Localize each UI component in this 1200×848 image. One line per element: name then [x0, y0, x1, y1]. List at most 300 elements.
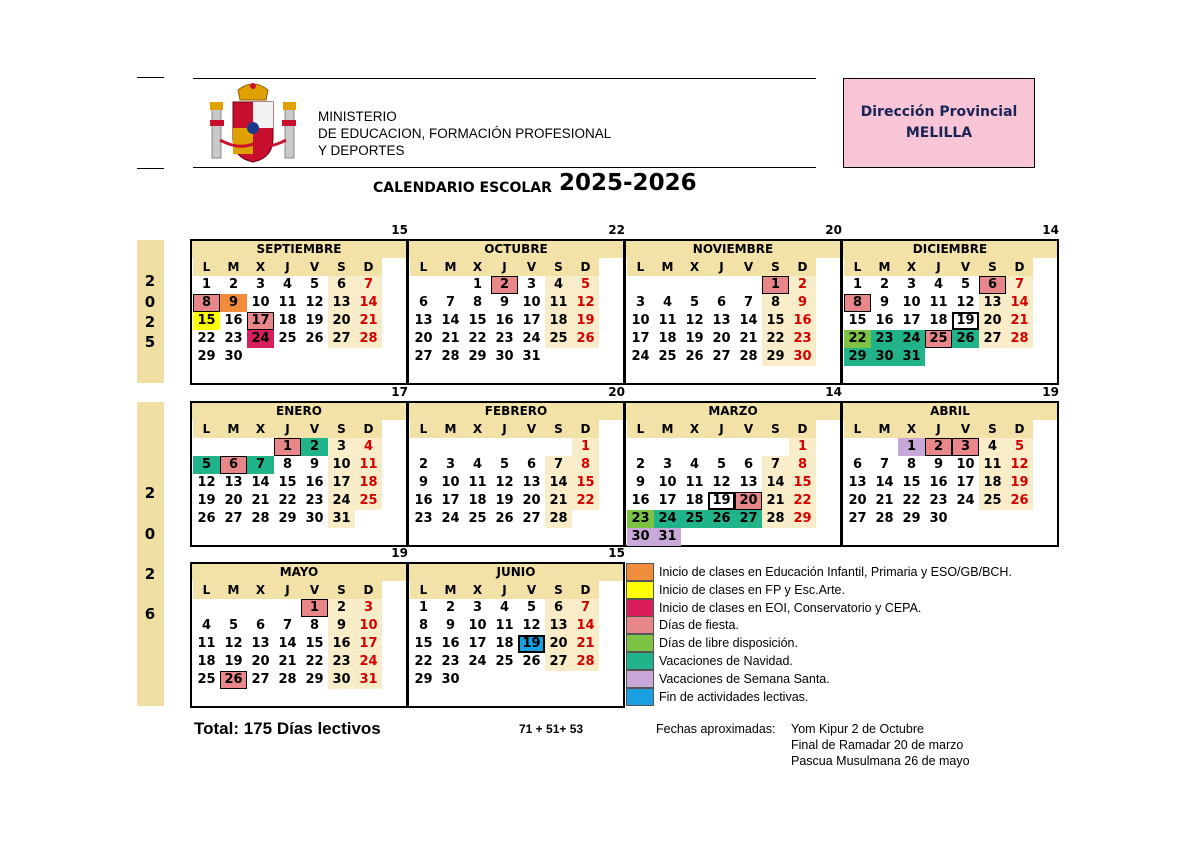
- day-cell: 9: [418, 475, 429, 490]
- legend-text: Vacaciones de Navidad.: [659, 654, 793, 668]
- day-cell: 21: [1006, 312, 1033, 330]
- day-cell: 14: [441, 313, 460, 328]
- province-line: Dirección Provincial: [860, 104, 1018, 120]
- day-cell: 20: [414, 331, 433, 346]
- day-cell: 15: [789, 474, 816, 492]
- day-cell: 12: [956, 295, 975, 310]
- day-cell: 6: [328, 276, 355, 294]
- day-cell: 6: [526, 457, 537, 472]
- day-cell: 22: [305, 654, 324, 669]
- day-cell: 5: [572, 276, 599, 294]
- day-cell: 5: [960, 277, 971, 292]
- day-cell: 5: [228, 618, 239, 633]
- day-cell: 3: [472, 600, 483, 615]
- day-cell: 17: [355, 635, 382, 653]
- day-cell: 18: [495, 636, 514, 651]
- day-cell: 1: [762, 276, 789, 294]
- day-cell: 30: [305, 511, 324, 526]
- month-name: ENERO: [192, 403, 406, 420]
- day-cell: 30: [328, 671, 355, 689]
- day-cell: 12: [224, 636, 243, 651]
- day-cell: 15: [762, 312, 789, 330]
- day-cell: 23: [789, 330, 816, 348]
- approx-dates-label: Fechas aproximadas:: [656, 722, 776, 736]
- day-cell: 16: [631, 493, 650, 508]
- day-cell: 27: [522, 511, 541, 526]
- day-cell: 1: [572, 438, 599, 456]
- day-cell: 22: [902, 493, 921, 508]
- day-cell: 25: [197, 672, 216, 687]
- ministry-line: MINISTERIO: [318, 109, 397, 124]
- day-cell: 22: [278, 493, 297, 508]
- day-cell: 31: [654, 528, 681, 546]
- weekday-header: L: [410, 258, 437, 276]
- day-cell: 25: [681, 510, 708, 528]
- day-cell: 11: [685, 475, 704, 490]
- day-cell: 17: [902, 313, 921, 328]
- day-cell: 9: [445, 618, 456, 633]
- day-cell: 3: [445, 457, 456, 472]
- legend-swatch: [626, 599, 654, 617]
- day-cell: 21: [545, 492, 572, 510]
- weekday-header: S: [979, 420, 1006, 438]
- day-cell: 13: [522, 475, 541, 490]
- weekday-header: D: [572, 258, 599, 276]
- day-cell: 4: [662, 295, 673, 310]
- day-cell: 29: [414, 672, 433, 687]
- day-cell: 14: [1006, 294, 1033, 312]
- day-cell: 15: [414, 636, 433, 651]
- weekday-header: L: [627, 258, 654, 276]
- month-lective-count: 19: [1042, 385, 1059, 399]
- day-cell: 2: [445, 600, 456, 615]
- day-cell: 28: [545, 510, 572, 528]
- day-cell: 6: [852, 457, 863, 472]
- weekday-header: X: [464, 258, 491, 276]
- day-cell: 17: [631, 331, 650, 346]
- day-cell: 16: [929, 475, 948, 490]
- weekday-header: S: [762, 258, 789, 276]
- day-cell: 22: [572, 492, 599, 510]
- day-cell: 27: [328, 330, 355, 348]
- day-cell: 14: [739, 313, 758, 328]
- month-name: DICIEMBRE: [843, 241, 1057, 258]
- day-cell: 14: [355, 294, 382, 312]
- day-cell: 29: [762, 348, 789, 366]
- day-cell: 14: [545, 474, 572, 492]
- month-lective-count: 15: [608, 546, 625, 560]
- day-cell: 29: [468, 349, 487, 364]
- day-cell: 28: [739, 349, 758, 364]
- day-cell: 11: [355, 456, 382, 474]
- day-cell: 28: [355, 330, 382, 348]
- day-cell: 28: [441, 349, 460, 364]
- legend-swatch: [626, 634, 654, 652]
- day-cell: 19: [518, 635, 545, 653]
- day-cell: 27: [251, 672, 270, 687]
- weekday-header: V: [735, 420, 762, 438]
- weekday-header: M: [437, 258, 464, 276]
- weekday-header: X: [247, 581, 274, 599]
- weekday-header: S: [328, 581, 355, 599]
- day-cell: 26: [197, 511, 216, 526]
- day-cell: 3: [906, 277, 917, 292]
- day-cell: 30: [789, 348, 816, 366]
- day-cell: 20: [712, 331, 731, 346]
- weekday-header: X: [898, 258, 925, 276]
- header-rule-left-bottom: [137, 168, 164, 169]
- day-cell: 27: [848, 511, 867, 526]
- day-cell: 21: [441, 331, 460, 346]
- day-cell: 21: [572, 635, 599, 653]
- day-cell: 10: [355, 617, 382, 635]
- weekday-header: V: [518, 258, 545, 276]
- day-cell: 26: [522, 654, 541, 669]
- day-cell: 12: [197, 475, 216, 490]
- day-cell: 16: [305, 475, 324, 490]
- day-cell: 2: [491, 276, 518, 294]
- day-cell: 7: [762, 456, 789, 474]
- month-name: NOVIEMBRE: [626, 241, 840, 258]
- day-cell: 19: [952, 312, 979, 330]
- day-cell: 13: [848, 475, 867, 490]
- day-cell: 10: [902, 295, 921, 310]
- approx-date-line: Pascua Musulmana 26 de mayo: [791, 754, 970, 768]
- day-cell: 12: [305, 295, 324, 310]
- day-cell: 6: [716, 295, 727, 310]
- month-name: JUNIO: [409, 564, 623, 581]
- day-cell: 28: [572, 653, 599, 671]
- weekday-header: D: [572, 581, 599, 599]
- month-diciembre: [841, 239, 1059, 385]
- day-cell: 7: [445, 295, 456, 310]
- day-cell: 15: [468, 313, 487, 328]
- day-cell: 9: [309, 457, 320, 472]
- day-cell: 20: [979, 312, 1006, 330]
- day-cell: 20: [735, 492, 762, 510]
- month-septiembre: [190, 239, 408, 385]
- day-cell: 17: [468, 636, 487, 651]
- day-cell: 22: [468, 331, 487, 346]
- day-cell: 19: [572, 312, 599, 330]
- weekday-header: J: [925, 420, 952, 438]
- month-name: SEPTIEMBRE: [192, 241, 406, 258]
- day-cell: 11: [545, 294, 572, 312]
- day-cell: 23: [328, 653, 355, 671]
- day-cell: 6: [979, 276, 1006, 294]
- day-cell: 15: [902, 475, 921, 490]
- day-cell: 16: [875, 313, 894, 328]
- day-cell: 25: [278, 331, 297, 346]
- day-cell: 1: [852, 277, 863, 292]
- month-lective-count: 17: [391, 385, 408, 399]
- day-cell: 29: [197, 349, 216, 364]
- weekday-header: S: [545, 258, 572, 276]
- day-cell: 2: [635, 457, 646, 472]
- weekday-header: V: [735, 258, 762, 276]
- day-cell: 7: [355, 276, 382, 294]
- weekday-header: M: [437, 581, 464, 599]
- legend-swatch: [626, 581, 654, 599]
- weekday-header: J: [274, 581, 301, 599]
- day-cell: 19: [685, 331, 704, 346]
- day-cell: 6: [743, 457, 754, 472]
- day-cell: 17: [956, 475, 975, 490]
- day-cell: 23: [414, 511, 433, 526]
- day-cell: 20: [848, 493, 867, 508]
- year-digit: 2: [144, 565, 156, 583]
- day-cell: 7: [1006, 276, 1033, 294]
- header-rule-bottom: [193, 167, 816, 168]
- day-cell: 7: [247, 456, 274, 474]
- weekday-header: S: [545, 581, 572, 599]
- day-cell: 18: [929, 313, 948, 328]
- legend-swatch: [626, 688, 654, 706]
- day-cell: 8: [418, 618, 429, 633]
- day-cell: 30: [871, 348, 898, 366]
- day-cell: 24: [247, 330, 274, 348]
- day-cell: 18: [355, 474, 382, 492]
- year-digit: 6: [144, 605, 156, 623]
- weekday-header: M: [220, 581, 247, 599]
- year-digit: 2: [144, 484, 156, 502]
- approx-date-line: Yom Kipur 2 de Octubre: [791, 722, 924, 736]
- day-cell: 12: [572, 294, 599, 312]
- day-cell: 28: [251, 511, 270, 526]
- day-cell: 27: [712, 349, 731, 364]
- day-cell: 1: [274, 438, 301, 456]
- day-cell: 28: [1006, 330, 1033, 348]
- year-bar-2025: [137, 240, 164, 383]
- day-cell: 26: [495, 511, 514, 526]
- day-cell: 15: [305, 636, 324, 651]
- day-cell: 31: [898, 348, 925, 366]
- day-cell: 4: [472, 457, 483, 472]
- day-cell: 17: [328, 474, 355, 492]
- weekday-header: S: [328, 420, 355, 438]
- calendar-year: 2025-2026: [559, 170, 697, 196]
- day-cell: 26: [685, 349, 704, 364]
- month-abril: [841, 401, 1059, 547]
- day-cell: 17: [658, 493, 677, 508]
- day-cell: 2: [228, 277, 239, 292]
- day-cell: 24: [654, 510, 681, 528]
- day-cell: 5: [309, 277, 320, 292]
- day-cell: 26: [708, 510, 735, 528]
- weekday-header: L: [410, 420, 437, 438]
- day-cell: 4: [689, 457, 700, 472]
- day-cell: 29: [902, 511, 921, 526]
- day-cell: 10: [441, 475, 460, 490]
- day-cell: 16: [414, 493, 433, 508]
- day-cell: 18: [468, 493, 487, 508]
- year-digit: 5: [144, 333, 156, 351]
- weekday-header: M: [654, 420, 681, 438]
- day-cell: 13: [545, 617, 572, 635]
- day-cell: 14: [762, 474, 789, 492]
- day-cell: 13: [712, 313, 731, 328]
- ministry-line: Y DEPORTES: [318, 143, 405, 158]
- weekday-header: M: [871, 420, 898, 438]
- day-cell: 5: [499, 457, 510, 472]
- day-cell: 5: [716, 457, 727, 472]
- day-cell: 8: [193, 294, 220, 312]
- day-cell: 22: [762, 330, 789, 348]
- day-cell: 3: [328, 438, 355, 456]
- month-lective-count: 20: [825, 223, 842, 237]
- day-cell: 30: [224, 349, 243, 364]
- month-lective-count: 20: [608, 385, 625, 399]
- day-cell: 24: [631, 349, 650, 364]
- day-cell: 25: [979, 492, 1006, 510]
- province-box: [843, 78, 1035, 168]
- day-cell: 16: [328, 635, 355, 653]
- day-cell: 1: [789, 438, 816, 456]
- calendar-label: CALENDARIO ESCOLAR: [373, 180, 552, 196]
- day-cell: 28: [875, 511, 894, 526]
- day-cell: 31: [328, 510, 355, 528]
- day-cell: 23: [627, 510, 654, 528]
- day-cell: 18: [545, 312, 572, 330]
- weekday-header: V: [952, 420, 979, 438]
- day-cell: 22: [414, 654, 433, 669]
- day-cell: 6: [255, 618, 266, 633]
- weekday-header: L: [627, 420, 654, 438]
- day-cell: 15: [193, 312, 220, 330]
- day-cell: 1: [898, 438, 925, 456]
- month-lective-count: 19: [391, 546, 408, 560]
- legend-text: Inicio de clases en EOI, Conservatorio y CEPA.: [659, 600, 922, 615]
- day-cell: 18: [197, 654, 216, 669]
- weekday-header: S: [545, 420, 572, 438]
- day-cell: 11: [929, 295, 948, 310]
- weekday-header: L: [844, 420, 871, 438]
- day-cell: 23: [929, 493, 948, 508]
- day-cell: 4: [979, 438, 1006, 456]
- day-cell: 25: [545, 330, 572, 348]
- weekday-header: M: [654, 258, 681, 276]
- weekday-header: J: [708, 258, 735, 276]
- day-cell: 15: [848, 313, 867, 328]
- day-cell: 7: [572, 599, 599, 617]
- day-cell: 3: [526, 277, 537, 292]
- day-cell: 13: [224, 475, 243, 490]
- day-cell: 19: [224, 654, 243, 669]
- weekday-header: M: [220, 420, 247, 438]
- day-cell: 29: [305, 672, 324, 687]
- weekday-header: X: [464, 420, 491, 438]
- day-cell: 2: [789, 276, 816, 294]
- day-cell: 13: [328, 294, 355, 312]
- day-cell: 8: [282, 457, 293, 472]
- day-cell: 13: [251, 636, 270, 651]
- month-lective-count: 15: [391, 223, 408, 237]
- day-cell: 6: [418, 295, 429, 310]
- month-lective-count: 14: [1042, 223, 1059, 237]
- day-cell: 23: [305, 493, 324, 508]
- legend-text: Inicio de clases en FP y Esc.Arte.: [659, 582, 845, 597]
- day-cell: 9: [635, 475, 646, 490]
- weekday-header: L: [193, 581, 220, 599]
- weekday-header: V: [301, 420, 328, 438]
- weekday-header: D: [789, 258, 816, 276]
- day-cell: 25: [355, 492, 382, 510]
- day-cell: 25: [468, 511, 487, 526]
- weekday-header: V: [301, 258, 328, 276]
- day-cell: 25: [925, 330, 952, 348]
- day-cell: 10: [251, 295, 270, 310]
- weekday-header: M: [220, 258, 247, 276]
- day-cell: 10: [468, 618, 487, 633]
- day-cell: 8: [789, 456, 816, 474]
- legend-swatch: [626, 616, 654, 634]
- day-cell: 9: [879, 295, 890, 310]
- day-cell: 19: [495, 493, 514, 508]
- day-cell: 3: [355, 599, 382, 617]
- day-cell: 5: [526, 600, 537, 615]
- day-cell: 2: [418, 457, 429, 472]
- approx-date-line: Final de Ramadar 20 de marzo: [791, 738, 964, 752]
- day-cell: 7: [879, 457, 890, 472]
- weekday-header: L: [193, 420, 220, 438]
- weekday-header: X: [247, 420, 274, 438]
- lective-days-sum: 71 + 51+ 53: [519, 722, 584, 736]
- coat-of-arms-icon: [208, 80, 298, 166]
- day-cell: 7: [743, 295, 754, 310]
- day-cell: 9: [220, 294, 247, 312]
- day-cell: 26: [952, 330, 979, 348]
- day-cell: 20: [328, 312, 355, 330]
- day-cell: 8: [762, 294, 789, 312]
- weekday-header: M: [871, 258, 898, 276]
- year-bar-2026: [137, 402, 164, 706]
- weekday-header: M: [437, 420, 464, 438]
- day-cell: 26: [305, 331, 324, 346]
- day-cell: 10: [956, 457, 975, 472]
- day-cell: 11: [979, 456, 1006, 474]
- day-cell: 29: [278, 511, 297, 526]
- month-name: MARZO: [626, 403, 840, 420]
- day-cell: 12: [1006, 456, 1033, 474]
- day-cell: 27: [979, 330, 1006, 348]
- weekday-header: V: [518, 420, 545, 438]
- day-cell: 30: [929, 511, 948, 526]
- day-cell: 13: [414, 313, 433, 328]
- day-cell: 14: [278, 636, 297, 651]
- day-cell: 20: [224, 493, 243, 508]
- ministry-name: [318, 108, 611, 159]
- day-cell: 8: [472, 295, 483, 310]
- legend-swatch: [626, 652, 654, 670]
- day-cell: 21: [278, 654, 297, 669]
- weekday-header: J: [708, 420, 735, 438]
- day-cell: 28: [762, 510, 789, 528]
- day-cell: 15: [572, 474, 599, 492]
- day-cell: 22: [789, 492, 816, 510]
- day-cell: 7: [545, 456, 572, 474]
- day-cell: 7: [282, 618, 293, 633]
- weekday-header: X: [681, 420, 708, 438]
- weekday-header: J: [491, 581, 518, 599]
- day-cell: 17: [441, 493, 460, 508]
- day-cell: 21: [762, 492, 789, 510]
- day-cell: 23: [224, 331, 243, 346]
- day-cell: 8: [309, 618, 320, 633]
- header-rule-top: [193, 78, 816, 79]
- day-cell: 5: [1006, 438, 1033, 456]
- day-cell: 1: [201, 277, 212, 292]
- day-cell: 24: [441, 511, 460, 526]
